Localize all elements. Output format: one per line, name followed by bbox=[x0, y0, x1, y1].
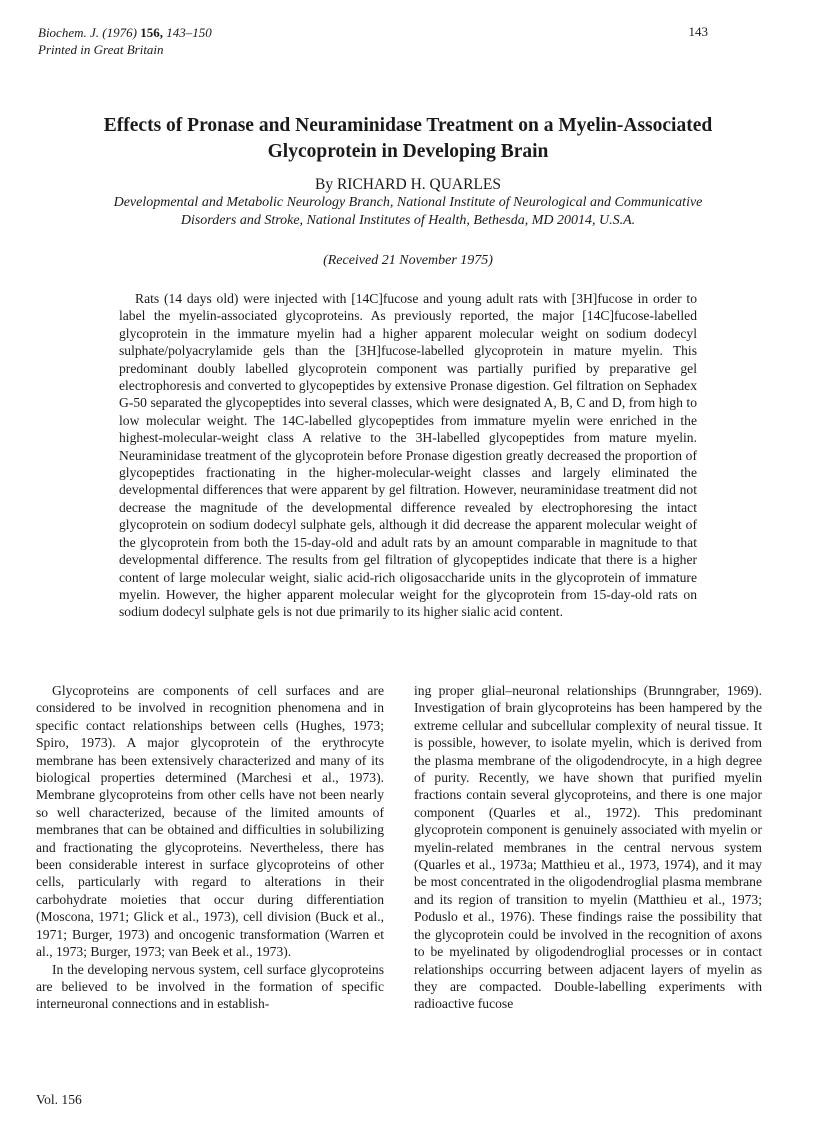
body-paragraph: Glycoproteins are components of cell surfaces and are considered to be involved in recognition phenomena and in specific contact relationships between cells (Hughes, 1973; Spiro, 1973). A major glycoprotein of the erythrocyte membrane has been extensively characterized and many of its biological properties determined (Marchesi et al., 1973). Membrane glycoproteins from other cells have not been nearly so well characterized, because of the limited amounts of membranes that can be obtained and difficulties in solubilizing and fractionating the glycoproteins. Nevertheless, there has been considerable interest in surface glycoproteins of other cells, particularly with regard to alterations in their carbohydrate moieties that occur during differentiation (Moscona, 1971; Glick et al., 1973), cell division (Buck et al., 1971; Burger, 1973) and oncogenic transformation (Warren et al., 1973; Burger, 1973; van Beek et al., 1973). bbox=[36, 683, 384, 960]
journal-name: Biochem. J. bbox=[38, 25, 100, 40]
abstract-text: Rats (14 days old) were injected with [14C]fucose and young adult rats with [3H]fucose in order to label the myelin-associated glycoproteins. As previously reported, the major [14C]fucose-labelled glycoprotein in the immature myelin had a higher apparent molecular weight on sodium dodecyl sulphate/polyacrylamide gels than the [3H]fucose-labelled glycoprotein in mature myelin. This predominant doubly labelled glycoprotein component was partially purified by preparative gel electrophoresis and converted to glycopeptides by extensive Pronase digestion. Gel filtration on Sephadex G-50 separated the glycopeptides into several classes, which were designated A, B, C and D, from high to low molecular weight. The 14C-labelled glycopeptides from immature myelin were enriched in the highest-molecular-weight class A relative to the 3H-labelled glycopeptides from mature myelin. Neuraminidase treatment of the glycoprotein before Pronase digestion greatly decreased the proportion of glycopeptides fractionating in the higher-molecular-weight classes and largely eliminated the developmental differences that were apparent by gel filtration. However, neuraminidase treatment did not decrease the magnitude of the developmental difference revealed by electrophoresing the intact glycoprotein on sodium dodecyl sulphate gels, although it did decrease the apparent molecular weight of the glycoprotein from both the 15-day-old and adult rats by an amount comparable in magnitude to that developmental difference. The results from gel filtration of glycopeptides indicate that there is a higher content of large molecular weight, sialic acid-rich oligosaccharide units in the glycoprotein of immature myelin. However, the higher apparent molecular weight for the glycoprotein from 15-day-old rats on sodium dodecyl sulphate gels is not due primarily to its higher sialic acid content. bbox=[119, 291, 697, 620]
article-title bbox=[60, 113, 756, 165]
title-line-2: Glycoprotein in Developing Brain bbox=[267, 141, 549, 162]
affiliation-line-2: Disorders and Stroke, National Institutes of Health, Bethesda, MD 20014, U.S.A. bbox=[180, 213, 636, 228]
author-affiliation bbox=[60, 194, 756, 230]
title-line-1: Effects of Pronase and Neuraminidase Treatment on a Myelin-Associated bbox=[103, 115, 713, 136]
affiliation-line-1: Developmental and Metabolic Neurology Branch, National Institute of Neurological and Communicative bbox=[113, 195, 703, 210]
page-range: 143–150 bbox=[166, 25, 212, 40]
footer-volume: Vol. 156 bbox=[36, 1092, 82, 1107]
journal-header bbox=[38, 24, 212, 58]
body-paragraph: In the developing nervous system, cell surface glycoproteins are believed to be involved in the formation of specific interneuronal connections and in establish- bbox=[36, 961, 384, 1012]
abstract bbox=[119, 290, 697, 621]
received-date: (Received 21 November 1975) bbox=[323, 253, 493, 268]
body-paragraph: ing proper glial–neuronal relationships (Brunngraber, 1969). Investigation of brain glycoproteins has been hampered by the extreme cellular and subcellular complexity of neural tissue. It is possible, however, to isolate myelin, which is derived from the plasma membrane of the oligodendrocyte, in a high degree of purity. Recently, we have shown that purified myelin fractions contain several glycoproteins, and there is one major component (Quarles et al., 1972). This predominant glycoprotein component is genuinely associated with myelin or myelin-related membranes in the central nervous system (Quarles et al., 1973a; Matthieu et al., 1973, 1974), and it may be most concentrated in the oligodendroglial plasma membrane and its region of transition to myelin (Matthieu et al., 1973; Poduslo et al., 1976). These findings raise the possibility that the glycoprotein could be involved in the recognition of axons to be myelinated by oligodendroglial processes or in contact relationships occurring between adjacent layers of myelin as they are compacted. Double-labelling experiments with radioactive fucose bbox=[414, 683, 762, 1012]
printed-note: Printed in Great Britain bbox=[38, 42, 164, 57]
body-column-right bbox=[414, 682, 762, 1013]
body-column-left bbox=[36, 682, 384, 1013]
page-number: 143 bbox=[688, 24, 708, 39]
citation-year: (1976) bbox=[102, 25, 137, 40]
volume-number: 156, bbox=[140, 25, 163, 40]
author-byline: By RICHARD H. QUARLES bbox=[314, 176, 501, 193]
